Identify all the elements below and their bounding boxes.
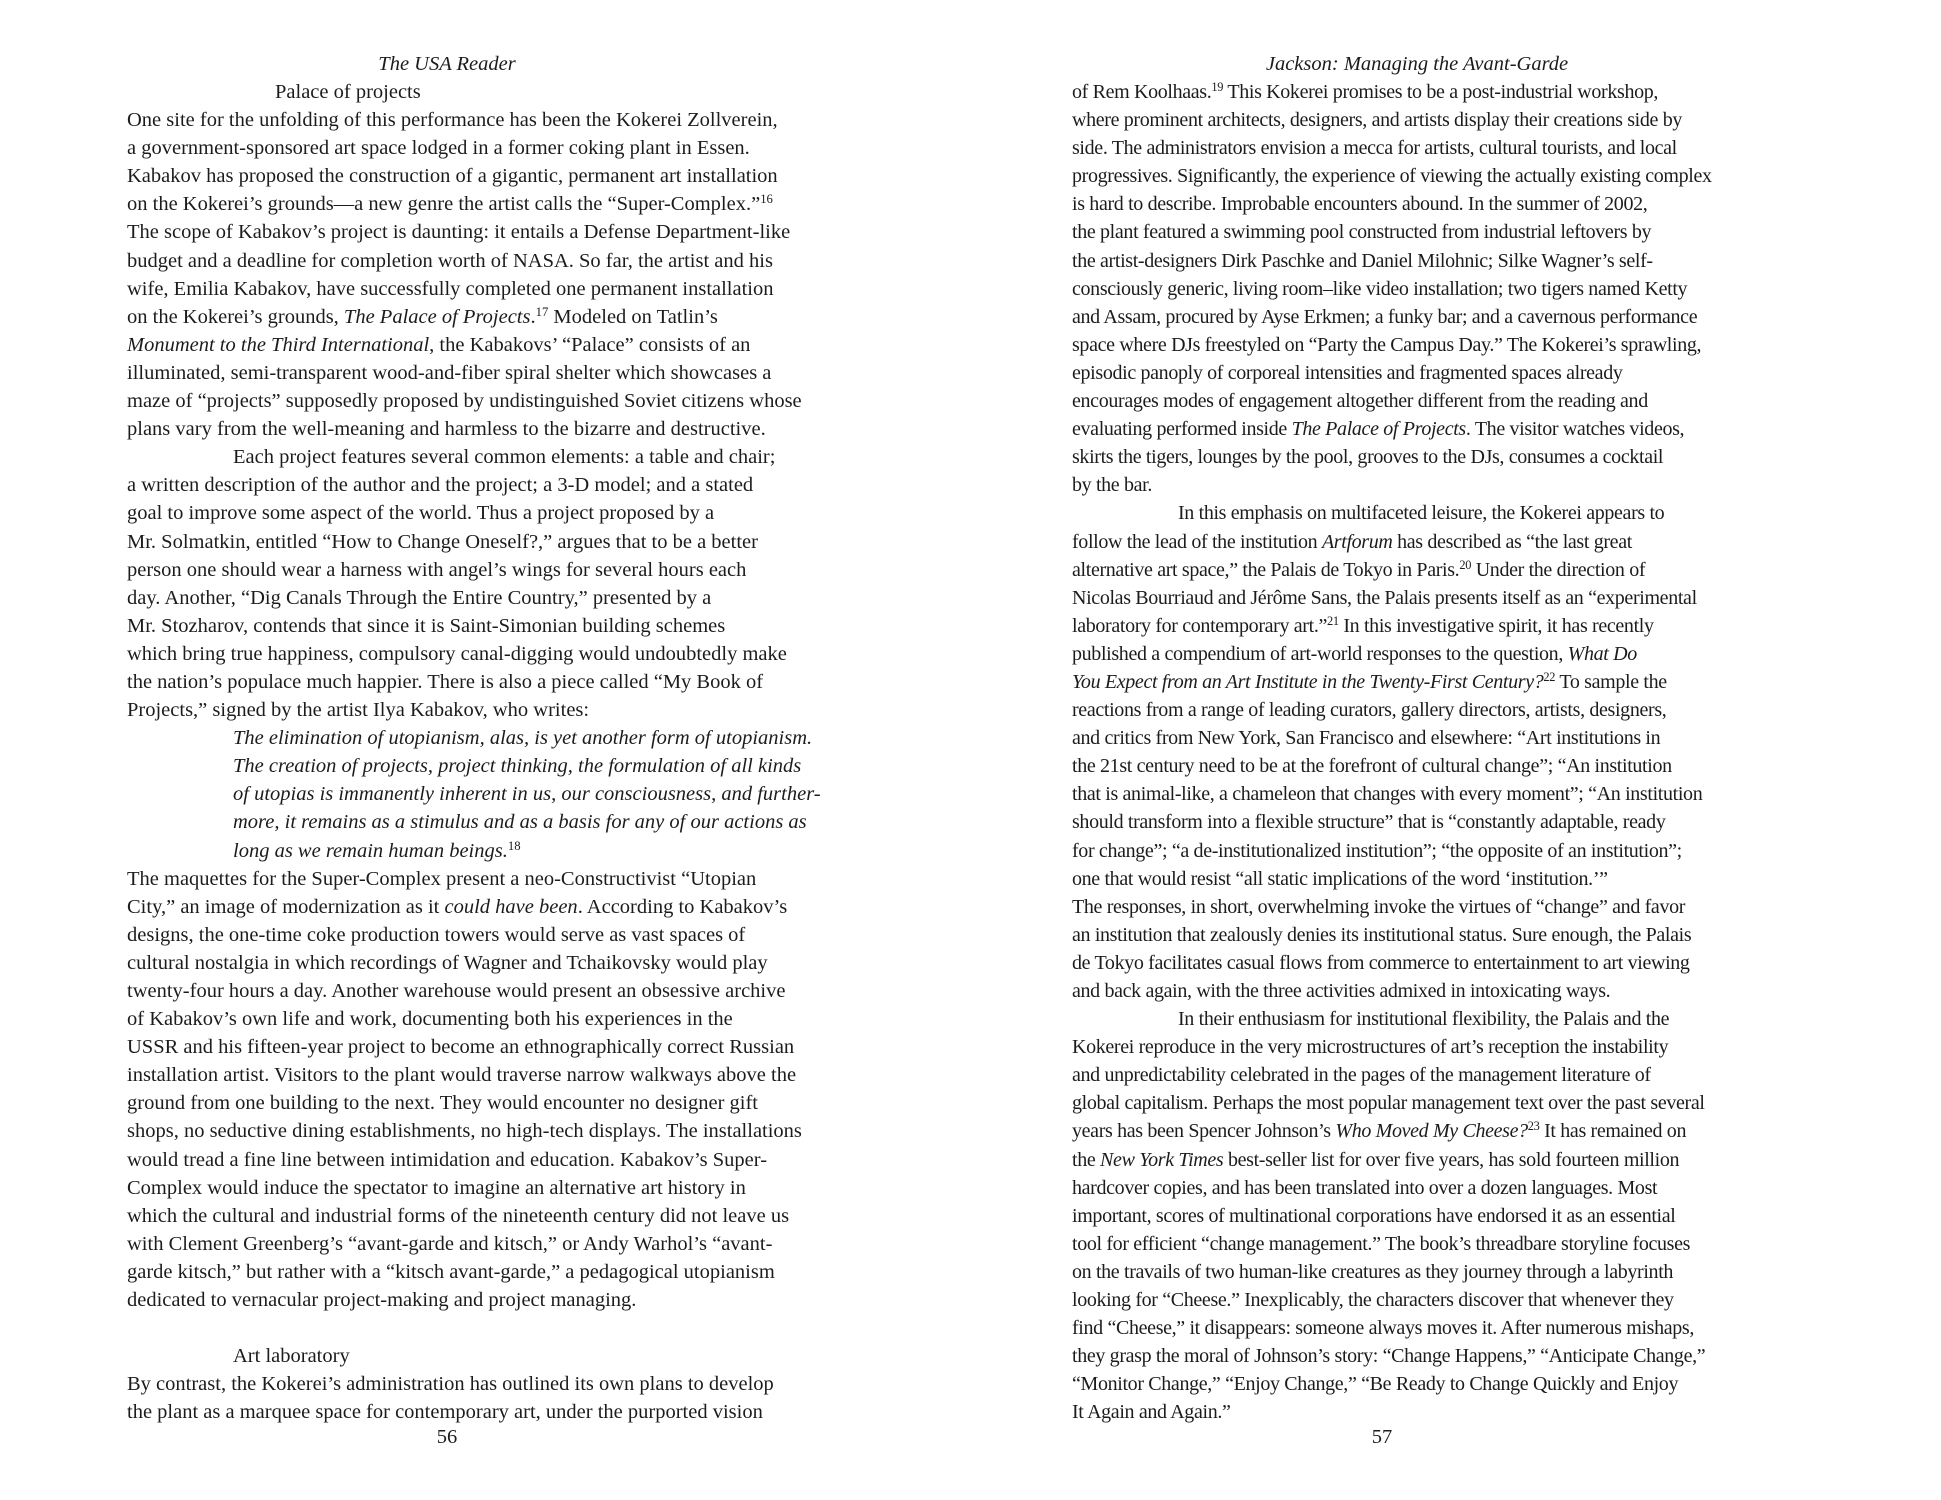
text-line xyxy=(127,415,897,443)
text-run: person one should wear a harness with angel’s wings for several hours each xyxy=(127,558,747,581)
text-line xyxy=(127,1370,897,1398)
text-line xyxy=(127,949,897,977)
text-line xyxy=(1072,640,1852,668)
text-line xyxy=(1072,1230,1852,1258)
text-line xyxy=(1072,1174,1852,1202)
text-run: “Monitor Change,” “Enjoy Change,” “Be Ready to Change Quickly and Enjoy xyxy=(1072,1373,1679,1396)
text-line xyxy=(1072,556,1852,584)
text-run: one that would resist “all static implications of the word ‘institution.’” xyxy=(1072,867,1608,890)
text-run: a written description of the author and the project; a 3-D model; and a stated xyxy=(127,474,754,497)
text-run: Nicolas Bourriaud and Jérôme Sans, the Palais presents itself as an “experimental xyxy=(1072,586,1697,609)
running-head-right: Jackson: Managing the Avant-Garde xyxy=(1265,53,1569,75)
text-line xyxy=(1072,780,1852,808)
text-line xyxy=(127,1258,897,1286)
text-line xyxy=(127,1174,897,1202)
text-line xyxy=(1072,1146,1852,1174)
text-run: on the Kokerei’s grounds, xyxy=(127,305,344,328)
text-run: plans vary from the well-meaning and harmless to the bizarre and destructive. xyxy=(127,418,766,441)
footnote-ref: 17 xyxy=(535,304,549,319)
text-line xyxy=(1072,837,1852,865)
text-run: skirts the tigers, lounges by the pool, grooves to the DJs, consumes a cocktail xyxy=(1072,446,1664,469)
text-run: progressives. Significantly, the experience of viewing the actually existing complex xyxy=(1072,165,1712,188)
text-run: global capitalism. Perhaps the most popular management text over the past several xyxy=(1072,1092,1705,1115)
text-line xyxy=(127,218,897,246)
text-run: consciously generic, living room–like video installation; two tigers named Ketty xyxy=(1072,277,1688,300)
text-line xyxy=(127,584,897,612)
text-run: USSR and his fifteen-year project to become an ethnographically correct Russian xyxy=(127,1036,795,1059)
text-run: would tread a fine line between intimidation and education. Kabakov’s Super- xyxy=(127,1148,768,1171)
blank-line xyxy=(127,1314,897,1342)
italic-text: Monument to the Third International xyxy=(127,333,430,356)
text-line xyxy=(127,556,897,584)
text-line xyxy=(1072,1342,1852,1370)
text-line xyxy=(1072,1202,1852,1230)
section-heading xyxy=(127,78,897,106)
text-run: of Kabakov’s own life and work, documenting both his experiences in the xyxy=(127,1008,733,1031)
text-run: published a compendium of art-world responses to the question, xyxy=(1072,642,1568,665)
block-quote-line xyxy=(127,837,897,865)
text-run: of utopias is immanently inherent in us, our consciousness, and further- xyxy=(233,783,821,806)
footnote-ref: 22 xyxy=(1543,670,1556,685)
text-line xyxy=(127,499,897,527)
text-run: illuminated, semi-transparent wood-and-fiber spiral shelter which showcases a xyxy=(127,361,772,384)
text-line xyxy=(127,921,897,949)
text-run: the nation’s populace much happier. There is also a piece called “My Book of xyxy=(127,670,764,693)
text-run: Mr. Stozharov, contends that since it is Saint-Simonian building schemes xyxy=(127,614,726,637)
text-run: space where DJs freestyled on “Party the Campus Day.” The Kokerei’s sprawling, xyxy=(1072,333,1702,356)
text-line xyxy=(1072,977,1852,1005)
text-run: It Again and Again.” xyxy=(1072,1401,1231,1424)
italic-text: Artforum xyxy=(1321,530,1393,553)
text-run: Complex would induce the spectator to imagine an alternative art history in xyxy=(127,1176,746,1199)
text-run: encourages modes of engagement altogether different from the reading and xyxy=(1072,390,1648,413)
text-run: . The visitor watches videos, xyxy=(1465,418,1685,441)
text-line xyxy=(127,1033,897,1061)
text-line xyxy=(1072,415,1852,443)
text-run: wife, Emilia Kabakov, have successfully completed one permanent installation xyxy=(127,277,774,300)
text-run: and Assam, procured by Ayse Erkmen; a funky bar; and a cavernous performance xyxy=(1072,305,1698,328)
text-run: follow the lead of the institution xyxy=(1072,530,1322,553)
text-run: cultural nostalgia in which recordings of Wagner and Tchaikovsky would play xyxy=(127,951,768,974)
text-run: garde kitsch,” but rather with a “kitsch avant-garde,” a pedagogical utopianism xyxy=(127,1260,775,1283)
text-line xyxy=(127,1117,897,1145)
text-line xyxy=(1072,303,1852,331)
left-page xyxy=(127,0,897,1500)
text-run: Each project features several common elements: a table and chair; xyxy=(233,446,776,469)
text-line xyxy=(1072,668,1852,696)
text-run: find “Cheese,” it disappears: someone always moves it. After numerous mishaps, xyxy=(1072,1317,1694,1340)
text-line xyxy=(127,162,897,190)
page-number-right: 57 xyxy=(1371,1426,1393,1448)
text-run: the artist-designers Dirk Paschke and Daniel Milohnic; Silke Wagner’s self- xyxy=(1072,249,1653,272)
text-line xyxy=(1072,724,1852,752)
italic-text: New York Times xyxy=(1100,1148,1224,1171)
text-run: best-seller list for over five years, has sold fourteen million xyxy=(1223,1148,1680,1171)
text-run: The maquettes for the Super-Complex present a neo-Constructivist “Utopian xyxy=(127,867,757,890)
text-run: evaluating performed inside xyxy=(1072,418,1292,441)
text-run: that is animal-like, a chameleon that changes with every moment”; “An institution xyxy=(1072,783,1703,806)
text-line xyxy=(1072,1286,1852,1314)
text-run: This Kokerei promises to be a post-industrial workshop, xyxy=(1223,81,1659,103)
text-line xyxy=(127,696,897,724)
text-run: on the travails of two human-like creatures as they journey through a labyrinth xyxy=(1072,1260,1674,1283)
text-line xyxy=(1072,612,1852,640)
text-run: twenty-four hours a day. Another warehouse would present an obsessive archive xyxy=(127,980,786,1002)
text-run: Modeled on Tatlin’s xyxy=(548,305,718,328)
text-line xyxy=(1072,696,1852,724)
text-run: has described as “the last great xyxy=(1392,530,1632,553)
text-run: By contrast, the Kokerei’s administration has outlined its own plans to develop xyxy=(127,1373,774,1396)
text-run: The scope of Kabakov’s project is daunting: it entails a Defense Department-like xyxy=(127,221,791,244)
block-quote-line xyxy=(127,724,897,752)
text-run: shops, no seductive dining establishments, no high-tech displays. The installations xyxy=(127,1120,802,1143)
text-run: the plant featured a swimming pool constructed from industrial leftovers by xyxy=(1072,221,1652,244)
text-line xyxy=(127,865,897,893)
text-line xyxy=(1072,1089,1852,1117)
text-line xyxy=(127,303,897,331)
text-line xyxy=(127,275,897,303)
text-line xyxy=(1072,752,1852,780)
text-run: which the cultural and industrial forms of the nineteenth century did not leave us xyxy=(127,1204,790,1227)
text-line xyxy=(1072,331,1852,359)
text-run: and back again, with the three activities admixed in intoxicating ways. xyxy=(1072,980,1611,1002)
text-run: City,” an image of modernization as it xyxy=(127,895,445,918)
text-run: the plant as a marquee space for contemporary art, under the purported vision xyxy=(127,1401,763,1424)
text-line xyxy=(1072,134,1852,162)
text-line xyxy=(127,247,897,275)
text-run: designs, the one-time coke production towers would serve as vast spaces of xyxy=(127,923,746,946)
italic-text: Who Moved My Cheese? xyxy=(1335,1120,1528,1143)
text-run: laboratory for contemporary art.” xyxy=(1072,614,1327,637)
text-line xyxy=(1072,387,1852,415)
text-run: Under the direction of xyxy=(1471,558,1646,581)
text-line xyxy=(127,1202,897,1230)
paragraph-first-line xyxy=(127,443,897,471)
text-run: and unpredictability celebrated in the pages of the management literature of xyxy=(1072,1064,1651,1087)
text-run: , the Kabakovs’ “Palace” consists of an xyxy=(429,333,751,356)
text-line xyxy=(1072,247,1852,275)
footnote-ref: 23 xyxy=(1527,1119,1540,1134)
text-line xyxy=(1072,1117,1852,1145)
text-line xyxy=(1072,1370,1852,1398)
text-line xyxy=(127,1005,897,1033)
text-run: tool for efficient “change management.” The book’s threadbare storyline focuses xyxy=(1072,1232,1691,1255)
text-run: for change”; “a de-institutionalized institution”; “the opposite of an institution”; xyxy=(1072,839,1682,862)
text-line xyxy=(1072,162,1852,190)
footnote-ref: 20 xyxy=(1459,557,1472,572)
text-run: . According to Kabakov’s xyxy=(577,895,788,918)
text-line xyxy=(1072,443,1852,471)
text-run: . xyxy=(530,305,536,328)
text-line xyxy=(127,528,897,556)
text-line xyxy=(1072,949,1852,977)
text-run: The creation of projects, project thinking, the formulation of all kinds xyxy=(233,755,802,778)
text-run: In this investigative spirit, it has recently xyxy=(1338,614,1654,637)
text-line xyxy=(127,1089,897,1117)
italic-text: could have been xyxy=(444,895,578,918)
paragraph-first-line xyxy=(1072,499,1852,527)
right-page-body xyxy=(1072,78,1852,1427)
text-line xyxy=(1072,1033,1852,1061)
text-line xyxy=(1072,1061,1852,1089)
italic-text: You Expect from an Art Institute in the Twenty-First Century? xyxy=(1072,670,1544,693)
text-line xyxy=(1072,893,1852,921)
text-run: the xyxy=(1072,1148,1101,1171)
text-run: looking for “Cheese.” Inexplicably, the characters discover that whenever they xyxy=(1072,1289,1674,1312)
text-run: Kabakov has proposed the construction of a gigantic, permanent art installation xyxy=(127,165,778,188)
running-head-left: The USA Reader xyxy=(378,53,516,75)
text-line xyxy=(127,471,897,499)
text-run: which bring true happiness, compulsory canal-digging would undoubtedly make xyxy=(127,642,787,665)
text-run: In their enthusiasm for institutional flexibility, the Palais and the xyxy=(1178,1008,1670,1031)
text-line xyxy=(127,1230,897,1258)
footnote-ref: 18 xyxy=(507,838,521,853)
left-page-body xyxy=(127,78,897,1427)
text-run: To sample the xyxy=(1555,670,1667,693)
text-run: is hard to describe. Improbable encounters abound. In the summer of 2002, xyxy=(1072,193,1648,216)
text-run: budget and a deadline for completion worth of NASA. So far, the artist and his xyxy=(127,249,773,272)
footnote-ref: 16 xyxy=(760,192,773,207)
text-run: side. The administrators envision a mecca for artists, cultural tourists, and local xyxy=(1072,137,1677,160)
text-line xyxy=(1072,359,1852,387)
text-line xyxy=(127,106,897,134)
text-run: where prominent architects, designers, and artists display their creations side by xyxy=(1072,109,1683,132)
text-line xyxy=(1072,106,1852,134)
section-heading xyxy=(127,1342,897,1370)
text-line xyxy=(1072,1258,1852,1286)
text-line xyxy=(1072,921,1852,949)
text-run: a government-sponsored art space lodged in a former coking plant in Essen. xyxy=(127,137,750,160)
text-line xyxy=(1072,865,1852,893)
text-run: The responses, in short, overwhelming invoke the virtues of “change” and favor xyxy=(1072,895,1686,918)
text-line xyxy=(127,1286,897,1314)
text-line xyxy=(127,331,897,359)
text-run: alternative art space,” the Palais de Tokyo in Paris. xyxy=(1072,558,1460,581)
text-line xyxy=(1072,584,1852,612)
text-run: The elimination of utopianism, alas, is yet another form of utopianism. xyxy=(233,727,813,750)
text-line xyxy=(127,190,897,218)
text-run: In this emphasis on multifaceted leisure, the Kokerei appears to xyxy=(1178,502,1665,525)
paragraph-first-line xyxy=(1072,1005,1852,1033)
text-run: on the Kokerei’s grounds—a new genre the artist calls the “Super-Complex.” xyxy=(127,193,761,216)
block-quote-line xyxy=(127,780,897,808)
text-line xyxy=(127,359,897,387)
text-line xyxy=(127,612,897,640)
text-run: more, it remains as a stimulus and as a basis for any of our actions as xyxy=(233,811,807,834)
page-number-left: 56 xyxy=(436,1426,458,1448)
text-line xyxy=(1072,275,1852,303)
text-run: goal to improve some aspect of the world. Thus a project proposed by a xyxy=(127,502,715,525)
text-run: Kokerei reproduce in the very microstructures of art’s reception the instability xyxy=(1072,1036,1669,1059)
footnote-ref: 19 xyxy=(1211,80,1224,95)
text-run: day. Another, “Dig Canals Through the Entire Country,” presented by a xyxy=(127,586,712,609)
text-run: and critics from New York, San Francisco and elsewhere: “Art institutions in xyxy=(1072,727,1661,750)
text-run: It has remained on xyxy=(1539,1120,1687,1143)
block-quote-line xyxy=(127,752,897,780)
text-run: the 21st century need to be at the forefront of cultural change”; “An institution xyxy=(1072,755,1672,778)
text-line xyxy=(127,134,897,162)
text-line xyxy=(1072,1314,1852,1342)
text-line xyxy=(1072,78,1852,106)
italic-text: The Palace of Projects xyxy=(343,305,531,328)
italic-text: The Palace of Projects xyxy=(1291,418,1466,441)
text-run: dedicated to vernacular project-making and project managing. xyxy=(127,1289,637,1312)
text-run: by the bar. xyxy=(1072,474,1153,497)
text-run: years has been Spencer Johnson’s xyxy=(1072,1120,1336,1143)
text-run: hardcover copies, and has been translated into over a dozen languages. Most xyxy=(1072,1176,1658,1199)
text-run: Projects,” signed by the artist Ilya Kabakov, who writes: xyxy=(127,699,590,722)
text-line xyxy=(127,640,897,668)
text-run: of Rem Koolhaas. xyxy=(1072,81,1212,103)
text-run: episodic panoply of corporeal intensities and fragmented spaces already xyxy=(1072,361,1623,384)
text-line xyxy=(1072,471,1852,499)
text-run: reactions from a range of leading curators, gallery directors, artists, designers, xyxy=(1072,699,1667,722)
text-line xyxy=(127,1146,897,1174)
text-run: de Tokyo facilitates casual flows from commerce to entertainment to art viewing xyxy=(1072,951,1690,974)
text-line xyxy=(127,893,897,921)
text-run: maze of “projects” supposedly proposed by undistinguished Soviet citizens whose xyxy=(127,390,802,413)
text-line xyxy=(127,1061,897,1089)
text-line xyxy=(127,387,897,415)
text-run: with Clement Greenberg’s “avant-garde and kitsch,” or Andy Warhol’s “avant- xyxy=(127,1232,773,1255)
right-page xyxy=(1072,0,1852,1500)
text-run: long as we remain human beings. xyxy=(233,839,508,862)
text-run: an institution that zealously denies its institutional status. Sure enough, the Palais xyxy=(1072,923,1692,946)
text-run: ground from one building to the next. They would encounter no designer gift xyxy=(127,1092,759,1115)
text-run: Palace of projects xyxy=(275,81,421,103)
text-run: should transform into a flexible structure” that is “constantly adaptable, ready xyxy=(1072,811,1666,834)
text-run: One site for the unfolding of this performance has been the Kokerei Zollverein, xyxy=(127,109,778,132)
text-line xyxy=(1072,190,1852,218)
italic-text: What Do xyxy=(1567,642,1637,665)
text-line xyxy=(1072,808,1852,836)
text-line xyxy=(127,668,897,696)
text-run: installation artist. Visitors to the plant would traverse narrow walkways above the xyxy=(127,1064,797,1087)
footnote-ref: 21 xyxy=(1327,613,1339,628)
text-line xyxy=(127,977,897,1005)
block-quote-line xyxy=(127,808,897,836)
text-run: Mr. Solmatkin, entitled “How to Change Oneself?,” argues that to be a better xyxy=(127,530,758,553)
text-line xyxy=(1072,218,1852,246)
text-run: Art laboratory xyxy=(233,1345,350,1368)
text-line xyxy=(1072,528,1852,556)
text-run: they grasp the moral of Johnson’s story: “Change Happens,” “Anticipate Change,” xyxy=(1072,1345,1706,1368)
text-run: important, scores of multinational corporations have endorsed it as an essential xyxy=(1072,1204,1676,1227)
